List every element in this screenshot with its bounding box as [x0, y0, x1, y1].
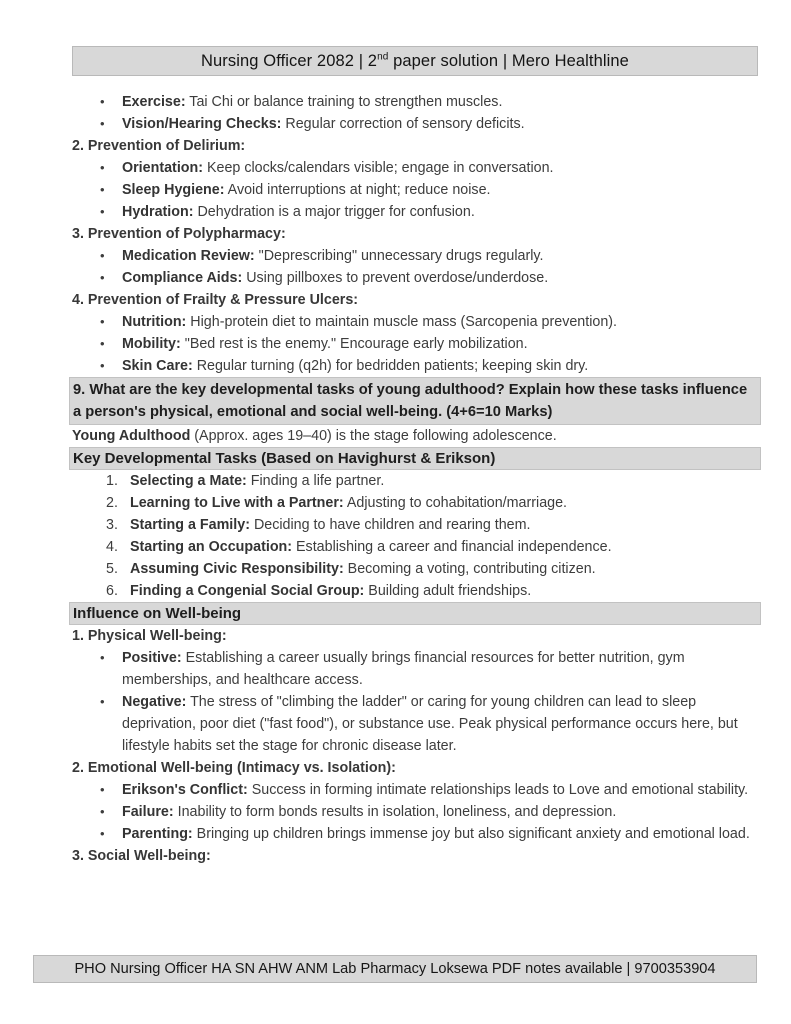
item-number: 3. — [106, 517, 118, 533]
list-item — [72, 355, 758, 377]
list-item — [72, 779, 758, 801]
list-item — [72, 113, 758, 135]
bullet-text: Orientation: Keep clocks/calendars visible; engage in conversation. — [122, 160, 554, 176]
section-heading: 3. Social Well-being: — [72, 848, 211, 864]
bullet-icon: • — [100, 694, 105, 709]
bullet-text: Vision/Hearing Checks: Regular correction of sensory deficits. — [122, 116, 525, 132]
list-item — [72, 201, 758, 223]
bullet-icon: • — [100, 160, 105, 175]
section-heading: 3. Prevention of Polypharmacy: — [72, 226, 286, 242]
footer-text: PHO Nursing Officer HA SN AHW ANM Lab Pharmacy Loksewa PDF notes available | 9700353904 — [74, 961, 716, 977]
bullet-text: Erikson's Conflict: Success in forming intimate relationships leads to Love and emotional stability. — [122, 782, 749, 798]
bullet-text: Parenting: Bringing up children brings immense joy but also significant anxiety and emotional load. — [122, 826, 750, 842]
list-item — [72, 801, 758, 823]
item-number: 6. — [106, 583, 118, 599]
item-text: Starting a Family: Deciding to have children and rearing them. — [130, 517, 531, 533]
numbered-item — [72, 492, 758, 514]
list-item — [72, 691, 758, 757]
numbered-item — [72, 558, 758, 580]
bullet-icon: • — [100, 182, 105, 197]
numbered-item — [72, 470, 758, 492]
list-item — [72, 647, 758, 691]
list-item — [72, 333, 758, 355]
bullet-icon: • — [100, 314, 105, 329]
document-body — [72, 91, 758, 867]
section-heading: 1. Physical Well-being: — [72, 628, 227, 644]
item-text: Starting an Occupation: Establishing a career and financial independence. — [130, 539, 612, 555]
bullet-icon: • — [100, 116, 105, 131]
bullet-text: Negative: The stress of "climbing the ladder" or caring for young children can lead to sleep deprivation, poor diet ("fast food"), or substance use. Peak physical performance occurs here, but lifestyle habits set the stage for chronic disease later. — [122, 694, 738, 754]
bullet-icon: • — [100, 248, 105, 263]
bullet-icon: • — [100, 270, 105, 285]
bullet-icon: • — [100, 94, 105, 109]
bullet-icon: • — [100, 204, 105, 219]
list-item — [72, 91, 758, 113]
numbered-item — [72, 580, 758, 602]
list-item — [72, 311, 758, 333]
bullet-icon: • — [100, 804, 105, 819]
bullet-text: Positive: Establishing a career usually brings financial resources for better nutrition, gym memberships, and healthcare access. — [122, 650, 685, 688]
list-item — [72, 245, 758, 267]
list-item — [72, 157, 758, 179]
answer-intro-line: Young Adulthood (Approx. ages 19–40) is the stage following adolescence. — [72, 428, 557, 444]
numbered-item — [72, 536, 758, 558]
bullet-text: Medication Review: "Deprescribing" unnecessary drugs regularly. — [122, 248, 544, 264]
section-heading: 4. Prevention of Frailty & Pressure Ulcers: — [72, 292, 359, 308]
list-item — [72, 823, 758, 845]
item-text: Learning to Live with a Partner: Adjusting to cohabitation/marriage. — [130, 495, 568, 511]
bullet-text: Nutrition: High-protein diet to maintain muscle mass (Sarcopenia prevention). — [122, 314, 618, 330]
bullet-icon: • — [100, 650, 105, 665]
item-text: Assuming Civic Responsibility: Becoming a voting, contributing citizen. — [130, 561, 596, 577]
page-footer-banner — [33, 955, 757, 983]
numbered-item — [72, 514, 758, 536]
list-item — [72, 267, 758, 289]
subsection-bar: Influence on Well-being — [69, 602, 761, 625]
bullet-text: Exercise: Tai Chi or balance training to strengthen muscles. — [122, 94, 503, 110]
bullet-text: Mobility: "Bed rest is the enemy." Encourage early mobilization. — [122, 336, 528, 352]
bullet-text: Hydration: Dehydration is a major trigger for confusion. — [122, 204, 475, 220]
subsection-bar: Key Developmental Tasks (Based on Havighurst & Erikson) — [69, 447, 761, 470]
bullet-icon: • — [100, 826, 105, 841]
item-number: 2. — [106, 495, 118, 511]
item-number: 5. — [106, 561, 118, 577]
item-number: 1. — [106, 473, 118, 489]
bullet-text: Compliance Aids: Using pillboxes to prevent overdose/underdose. — [122, 270, 549, 286]
bullet-icon: • — [100, 782, 105, 797]
item-text: Selecting a Mate: Finding a life partner. — [130, 473, 385, 489]
question-block: 9. What are the key developmental tasks of young adulthood? Explain how these tasks influence a person's physical, emotional and social well-being. (4+6=10 Marks) — [69, 377, 761, 425]
item-number: 4. — [106, 539, 118, 555]
page-title: Nursing Officer 2082 | 2nd paper solution | Mero Healthline — [201, 51, 629, 70]
bullet-icon: • — [100, 358, 105, 373]
section-heading: 2. Emotional Well-being (Intimacy vs. Isolation): — [72, 760, 396, 776]
item-text: Finding a Congenial Social Group: Building adult friendships. — [130, 583, 532, 599]
bullet-icon: • — [100, 336, 105, 351]
page-header-banner — [72, 46, 758, 76]
list-item — [72, 179, 758, 201]
bullet-text: Sleep Hygiene: Avoid interruptions at night; reduce noise. — [122, 182, 491, 198]
bullet-text: Failure: Inability to form bonds results in isolation, loneliness, and depression. — [122, 804, 617, 820]
bullet-text: Skin Care: Regular turning (q2h) for bedridden patients; keeping skin dry. — [122, 358, 589, 374]
ordinal-superscript: nd — [377, 51, 389, 62]
section-heading: 2. Prevention of Delirium: — [72, 138, 246, 154]
